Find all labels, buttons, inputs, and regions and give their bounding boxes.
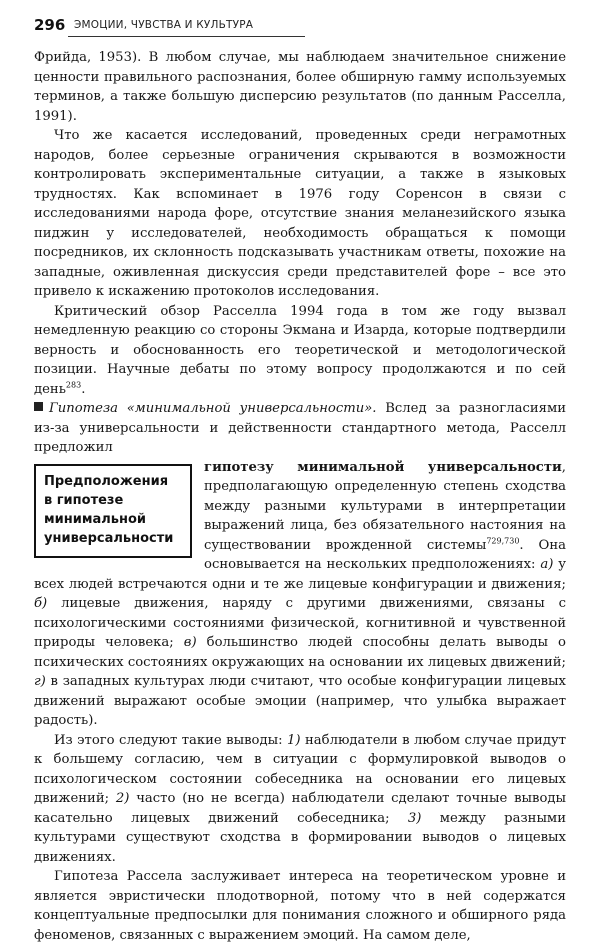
paragraph-5-part-a: Из этого следуют такие выводы: [54,732,287,748]
paragraph-4-part-g: в западных культурах люди считают, что особые конфигурации лицевых движений выражают особые эмоции (например, что улыбка выражает радость). [34,674,566,728]
item-marker-v: в) [183,635,197,650]
page-number: 296 [34,16,66,34]
item-marker-a: а) [540,557,554,572]
item-marker-g: г) [34,674,46,689]
paragraph-4-part-c: . Она основывается на нескольких предположениях: [204,537,566,572]
running-head: ЭМОЦИИ, ЧУВСТВА И КУЛЬТУРА [74,19,254,31]
header-rule [68,36,305,37]
paragraph-3-text: Критический обзор Расселла 1994 года в том же году вызвал немедленную реакцию со стороны Экмана и Изарда, которые подтвердили верность и обоснованность его теоретической и методологической позиции. Научные дебаты по этому вопросу продолжаются и по сей день [34,303,566,397]
hypothesis-heading: Гипотеза «минимальной универсальности». [49,401,377,416]
margin-note-line-4: универсальности [44,530,174,546]
margin-note-line-2: в гипотезе [44,492,124,508]
paragraph-5-part-c: часто (но не всегда) наблюдатели сделают точные выводы касательно лицевых движений собеседника; [34,791,566,826]
paragraph-5-part-d: между разными культурами существуют сходства в формировании выводов о лицевых движениях. [34,810,566,865]
paragraph-4-part-a: Вслед за разногласиями из-за универсальности и действенности стандартного метода, Расселл предложил [34,401,566,455]
item-marker-3: 3) [407,810,422,826]
paragraph-3-end: . [81,381,86,397]
page-header [34,14,564,38]
paragraph-4-intro [34,399,566,458]
margin-note-box [34,464,192,558]
paragraph-5 [34,731,566,868]
paragraph-5-part-b: наблюдатели в любом случае придут к большему согласию, чем в ситуации с формулировкой выводов о психологическом состоянии собеседника на основании его лицевых движений; [34,732,567,806]
item-marker-2: 2) [115,791,130,806]
paragraph-4-part-b: , предполагающую определенную степень сходства между разными культурами в интерпретации выражений лица, без обязательного настояния на существовании врожденной системы [204,459,566,553]
item-marker-1: 1) [286,732,301,748]
key-term: гипотезу минимальной универсальности [204,459,562,475]
paragraph-3 [34,302,566,400]
body-text [34,48,566,945]
margin-note-line-3: минимальной [44,511,146,527]
paragraph-1: Фрийда, 1953). В любом случае, мы наблюдаем значительное снижение ценности правильного распознания, более обширную гамму используемых терминов, а также большую дисперсию результатов (по данным Расселла, 1991). [34,50,566,124]
paragraph-4-part-d: у всех людей встречаются одни и те же лицевые конфигурации и движения; [34,557,566,592]
item-marker-b: б) [34,596,48,611]
margin-note-line-1: Предположения [44,473,169,489]
paragraph-4-part-f: большинство людей способны делать выводы о психических состояниях окружающих на основании их лицевых движений; [34,635,566,670]
footnote-ref-729-730: 729,730 [486,536,520,546]
square-bullet-icon [34,402,43,411]
paragraph-2: Что же касается исследований, проведенных среди неграмотных народов, более серьезные ограничения скрываются в возможности контролировать экспериментальные ситуации, а также в языковых трудностях. Как вспоминает в 1976 году Соренсон в связи с исследованиями народа форе, отсутствие знания меланезийского языка пиджин у исследователей, необходимость обращаться к помощи посредников, их склонность подсказывать участникам ответы, похожие на западные, оживленная дискуссия среди представителей форе – все это привело к искажению протоколов исследования. [34,128,566,299]
paragraph-4-part-e: лицевые движения, наряду с другими движениями, связаны с психологическими состояниями физической, когнитивной и чувственной природы человека; [34,596,566,650]
paragraph-6: Гипотеза Рассела заслуживает интереса на теоретическом уровне и является эвристически плодотворной, потому что в ней содержатся концептуальные предпосылки для понимания сложного и обширного ряда феноменов, связанных с выражением эмоций. На самом деле, [34,869,566,943]
footnote-ref-283: 283 [65,380,82,390]
